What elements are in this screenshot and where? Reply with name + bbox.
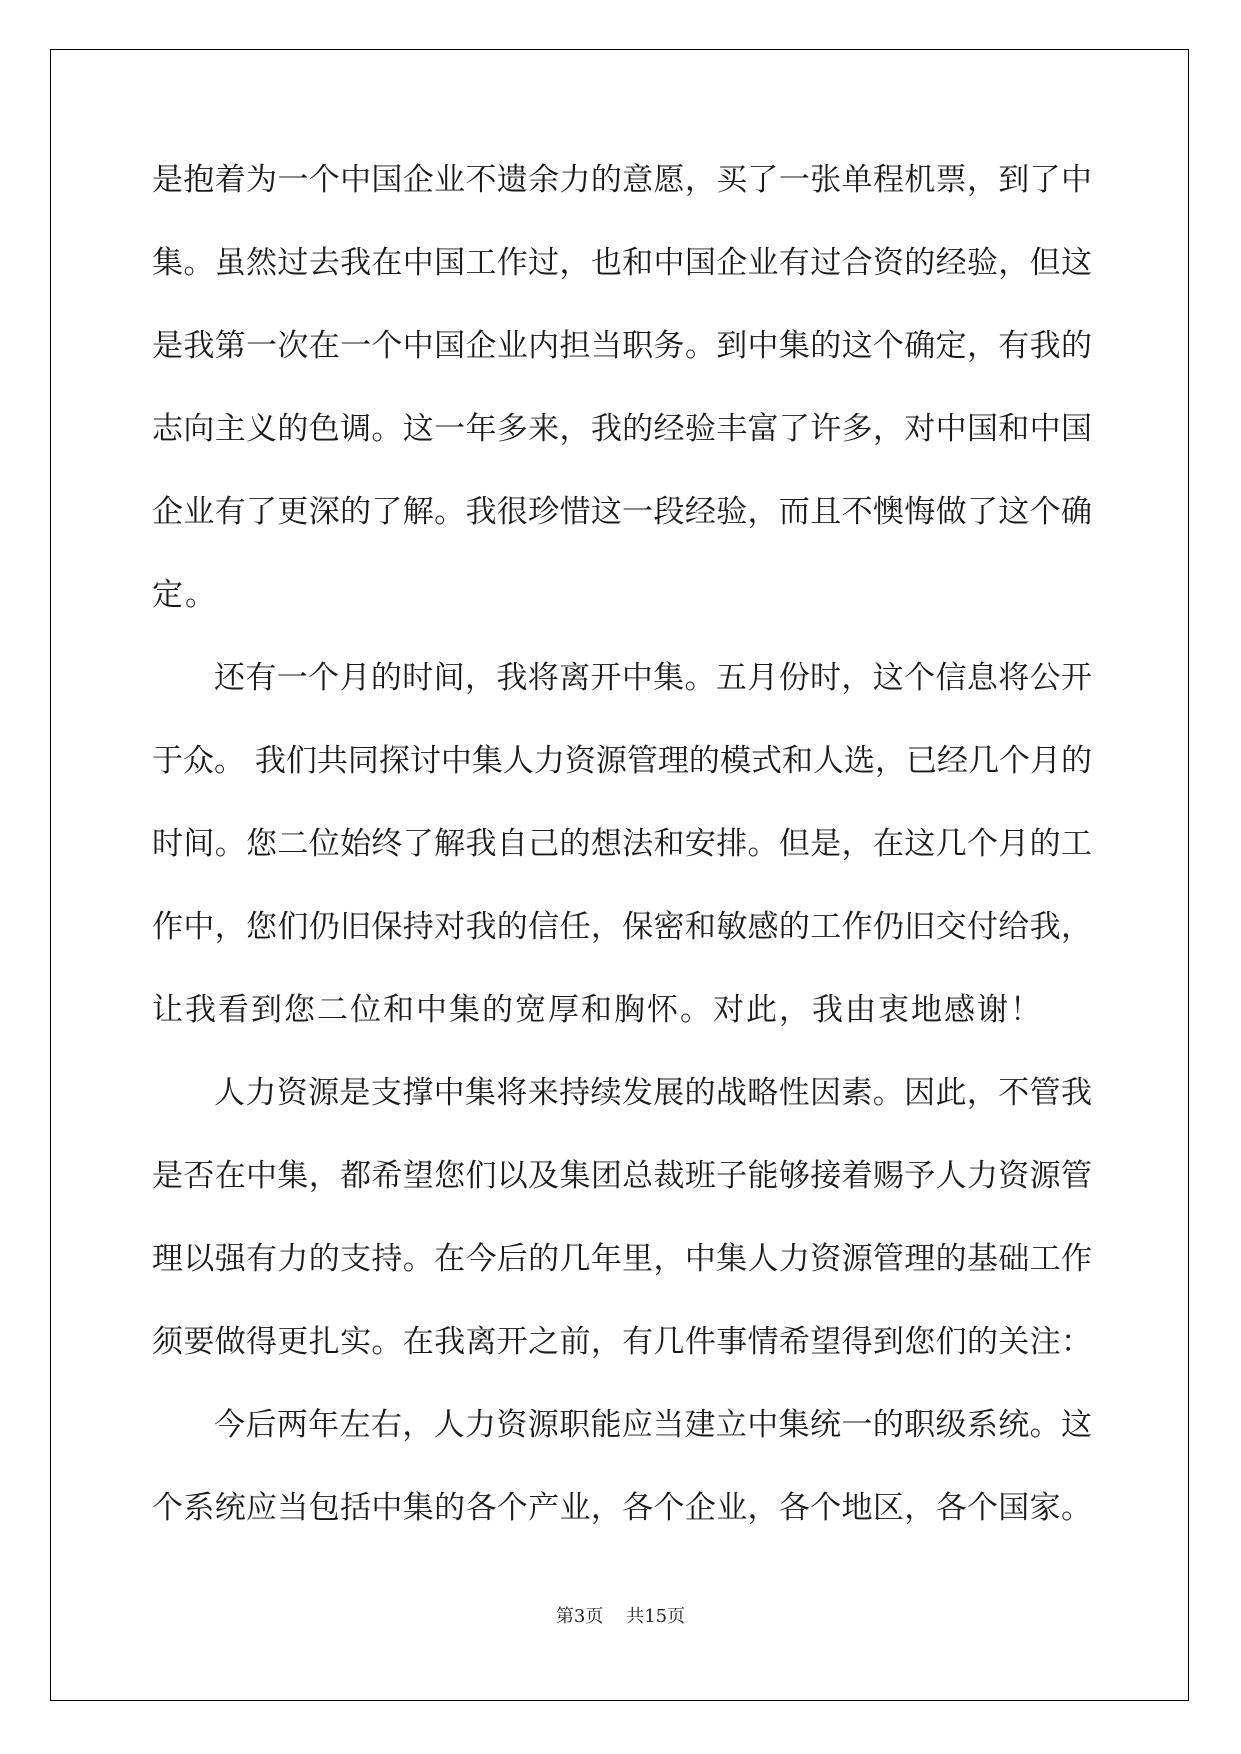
text-line: 时间。您二位始终了解我自己的想法和安排。但是，在这几个月的工 <box>152 826 1092 862</box>
text-line: 定。 <box>152 577 218 613</box>
text-line: 个系统应当包括中集的各个产业，各个企业，各个地区，各个国家。 <box>152 1490 1092 1526</box>
text-line: 集。虽然过去我在中国工作过，也和中国企业有过合资的经验，但这 <box>152 245 1092 281</box>
text-line: 理以强有力的支持。在今后的几年里，中集人力资源管理的基础工作 <box>152 1241 1092 1277</box>
text-line: 是抱着为一个中国企业不遗余力的意愿，买了一张单程机票，到了中 <box>152 162 1092 198</box>
text-line: 于众。 我们共同探讨中集人力资源管理的模式和人选，已经几个月的 <box>152 743 1092 779</box>
text-line: 企业有了更深的了解。我很珍惜这一段经验，而且不懊悔做了这个确 <box>152 494 1092 530</box>
page-footer: 第3页 共15页 <box>555 1606 686 1627</box>
text-line: 今后两年左右，人力资源职能应当建立中集统一的职级系统。这 <box>214 1407 1092 1443</box>
body-text <box>152 160 1092 1571</box>
text-line: 人力资源是支撑中集将来持续发展的战略性因素。因此，不管我 <box>214 1075 1092 1111</box>
text-line: 是我第一次在一个中国企业内担当职务。到中集的这个确定，有我的 <box>152 328 1092 364</box>
text-line: 须要做得更扎实。在我离开之前，有几件事情希望得到您们的关注： <box>152 1324 1092 1360</box>
text-line: 志向主义的色调。这一年多来，我的经验丰富了许多，对中国和中国 <box>152 411 1092 447</box>
text-line: 是否在中集，都希望您们以及集团总裁班子能够接着赐予人力资源管 <box>152 1158 1092 1194</box>
text-line: 还有一个月的时间，我将离开中集。五月份时，这个信息将公开 <box>214 660 1092 696</box>
text-line: 让我看到您二位和中集的宽厚和胸怀。对此，我由衷地感谢！ <box>152 992 1043 1028</box>
text-line: 作中，您们仍旧保持对我的信任，保密和敏感的工作仍旧交付给我， <box>152 909 1092 945</box>
